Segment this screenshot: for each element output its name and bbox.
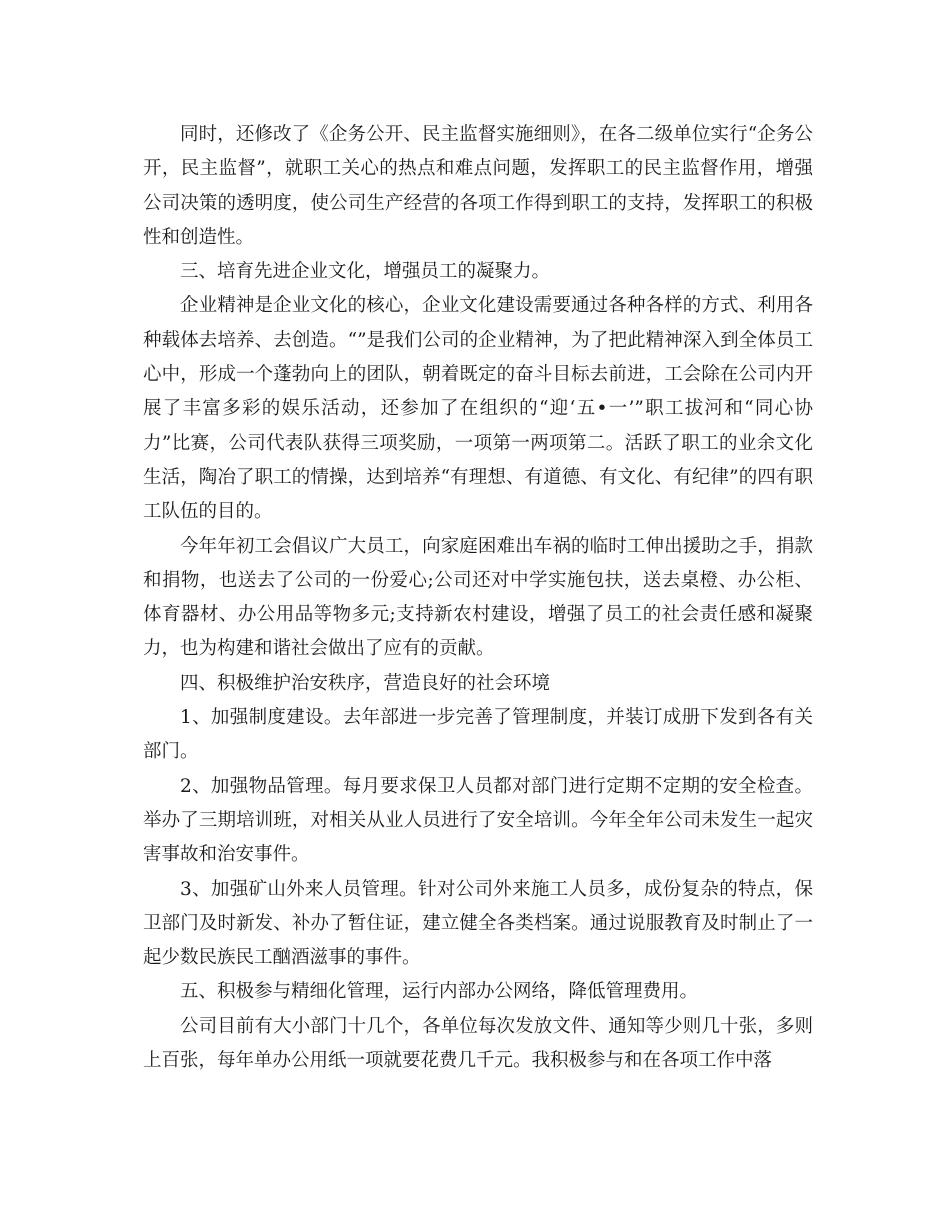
paragraph-system-building: 1、加强制度建设。去年部进一步完善了管理制度，并装订成册下发到各有关部门。 [143, 707, 813, 763]
document-body [143, 118, 813, 1078]
paragraph-goods-management: 2、加强物品管理。每月要求保卫人员都对部门进行定期不定期的安全检查。举办了三期培训班，对相关从业人员进行了安全培训。今年全年公司未发生一起灾害事故和治安事件。 [143, 775, 813, 866]
paragraph-donation: 今年年初工会倡议广大员工，向家庭困难出车祸的临时工伸出援助之手，捐款和捐物，也送去了公司的一份爱心;公司还对中学实施包扶，送去桌橙、办公柜、体育器材、办公用品等物多元;支持新农村建设，增强了员工的社会责任感和凝聚力，也为构建和谐社会做出了应有的贡献。 [143, 535, 813, 660]
paragraph-office-network: 公司目前有大小部门十几个，各单位每次发放文件、通知等少则几十张，多则上百张，每年单办公用纸一项就要花费几千元。我积极参与和在各项工作中落 [143, 1015, 813, 1072]
section-heading-culture: 三、培育先进企业文化，增强员工的凝聚力。 [180, 261, 551, 283]
paragraph-disclosure: 同时，还修改了《企务公开、民主监督实施细则》，在各二级单位实行“企务公开，民主监督”，就职工关心的热点和难点问题，发挥职工的民主监督作用，增强公司决策的透明度，使公司生产经营的各项工作得到职工的支持，发挥职工的积极性和创造性。 [143, 124, 813, 248]
paragraph-outside-personnel: 3、加强矿山外来人员管理。针对公司外来施工人员多，成份复杂的特点，保卫部门及时新发、补办了暂住证，建立健全各类档案。通过说服教育及时制止了一起少数民族民工酗酒滋事的事件。 [143, 878, 813, 969]
paragraph-enterprise-spirit: 企业精神是企业文化的核心，企业文化建设需要通过各种各样的方式、利用各种载体去培养、去创造。“”是我们公司的企业精神，为了把此精神深入到全体员工心中，形成一个蓬勃向上的团队，朝着既定的奋斗目标去前进，工会除在公司内开展了丰富多彩的娱乐活动，还参加了在组织的“迎‘五•一’”职工拔河和“同心协力”比赛，公司代表队获得三项奖励，一项第一两项第二。活跃了职工的业余文化生活，陶冶了职工的情操，达到培养“有理想、有道德、有文化、有纪律”的四有职工队伍的目的。 [143, 295, 813, 523]
section-heading-management: 五、积极参与精细化管理，运行内部办公网络，降低管理费用。 [180, 981, 699, 1003]
section-heading-security: 四、积极维护治安秩序，营造良好的社会环境 [180, 672, 551, 694]
